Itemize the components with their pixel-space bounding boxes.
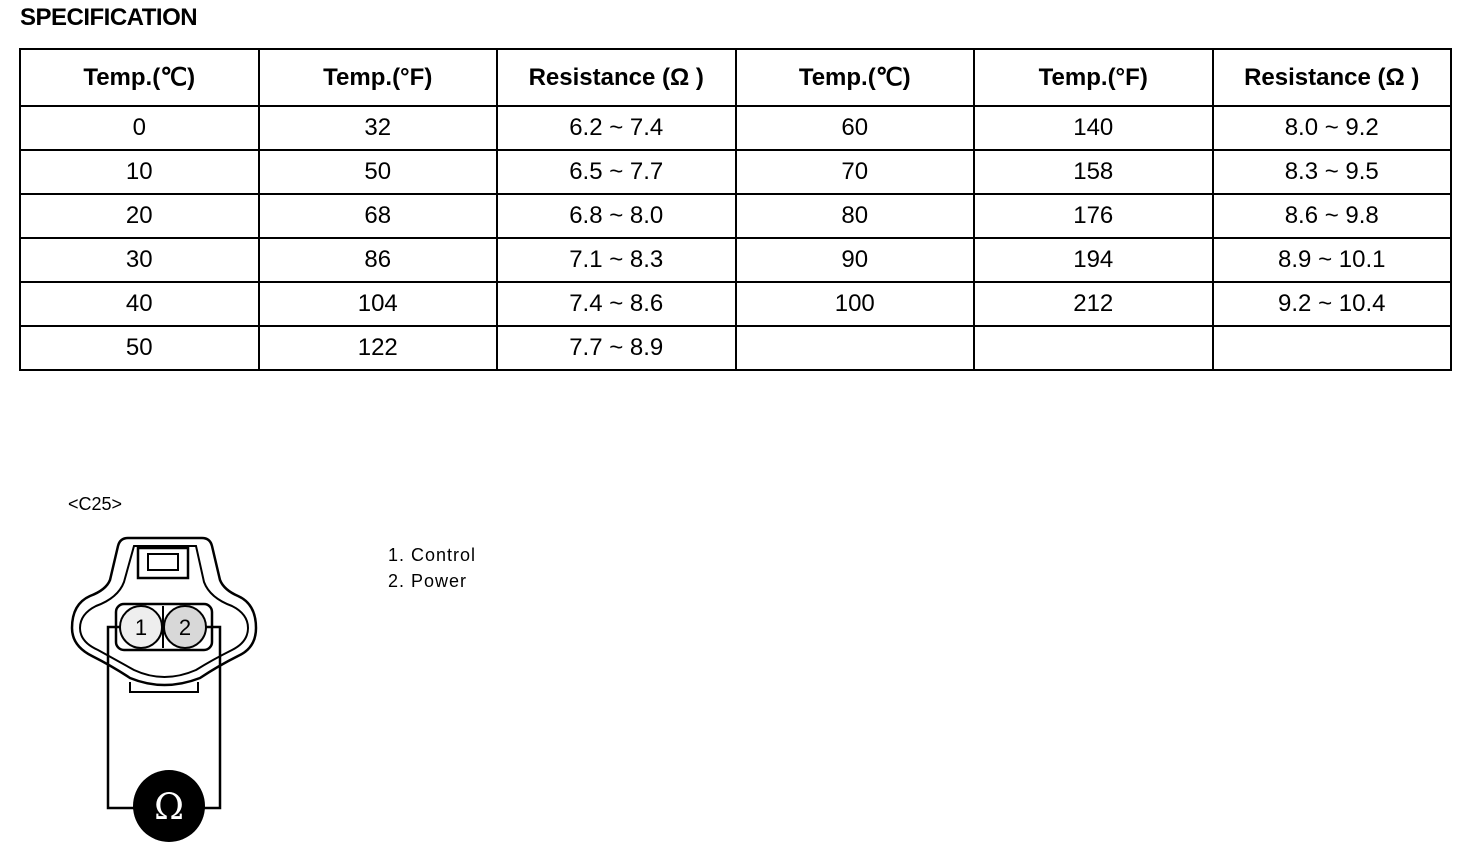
table-cell: 158 — [974, 150, 1213, 194]
table-cell: 8.9 ~ 10.1 — [1213, 238, 1452, 282]
table-cell: 122 — [259, 326, 498, 370]
table-cell — [974, 326, 1213, 370]
table-cell: 9.2 ~ 10.4 — [1213, 282, 1452, 326]
connector-key — [130, 682, 198, 692]
table-row — [20, 150, 1451, 194]
table-cell: 80 — [736, 194, 975, 238]
connector-label: <C25> — [68, 494, 123, 514]
table-row — [20, 282, 1451, 326]
table-cell: 90 — [736, 238, 975, 282]
header-cell: Resistance (Ω ) — [497, 49, 736, 106]
table-cell: 100 — [736, 282, 975, 326]
locking-tab — [138, 548, 188, 578]
table-cell: 70 — [736, 150, 975, 194]
table-cell: 6.5 ~ 7.7 — [497, 150, 736, 194]
table-row — [20, 326, 1451, 370]
table-cell: 8.0 ~ 9.2 — [1213, 106, 1452, 150]
table-cell: 104 — [259, 282, 498, 326]
locking-tab-inner — [148, 554, 178, 570]
table-cell: 7.7 ~ 8.9 — [497, 326, 736, 370]
table-row — [20, 106, 1451, 150]
header-cell: Temp.(℃) — [736, 49, 975, 106]
table-cell: 8.3 ~ 9.5 — [1213, 150, 1452, 194]
pin-1-label: 1 — [134, 615, 148, 640]
table-cell — [1213, 326, 1452, 370]
table-cell: 8.6 ~ 9.8 — [1213, 194, 1452, 238]
table-cell: 20 — [20, 194, 259, 238]
table-cell: 30 — [20, 238, 259, 282]
header-cell: Temp.(°F) — [974, 49, 1213, 106]
ohm-symbol: Ω — [154, 787, 184, 828]
page-title: SPECIFICATION — [20, 4, 198, 31]
table-cell: 140 — [974, 106, 1213, 150]
table-cell: 6.2 ~ 7.4 — [497, 106, 736, 150]
probe-wire-left — [108, 627, 136, 808]
table-row — [20, 194, 1451, 238]
table-row — [20, 238, 1451, 282]
table-cell: 7.1 ~ 8.3 — [497, 238, 736, 282]
header-cell: Temp.(°F) — [259, 49, 498, 106]
table-cell: 50 — [259, 150, 498, 194]
table-cell: 0 — [20, 106, 259, 150]
pin-legend — [388, 542, 476, 594]
table-cell: 10 — [20, 150, 259, 194]
pin-2-label: 2 — [178, 615, 192, 640]
legend-item: 2. Power — [388, 571, 468, 591]
header-cell: Resistance (Ω ) — [1213, 49, 1452, 106]
header-cell: Temp.(℃) — [20, 49, 259, 106]
table-cell: 212 — [974, 282, 1213, 326]
table-cell: 50 — [20, 326, 259, 370]
table-cell: 68 — [259, 194, 498, 238]
table-cell: 6.8 ~ 8.0 — [497, 194, 736, 238]
table-cell: 7.4 ~ 8.6 — [497, 282, 736, 326]
table-cell: 176 — [974, 194, 1213, 238]
table-cell: 194 — [974, 238, 1213, 282]
table-cell — [736, 326, 975, 370]
table-cell: 86 — [259, 238, 498, 282]
connector-diagram — [60, 528, 280, 848]
table-cell: 40 — [20, 282, 259, 326]
spec-table — [19, 48, 1452, 371]
table-cell: 60 — [736, 106, 975, 150]
legend-item: 1. Control — [388, 545, 477, 565]
probe-wire-right — [202, 627, 220, 808]
table-cell: 32 — [259, 106, 498, 150]
table-header-row — [20, 49, 1451, 106]
